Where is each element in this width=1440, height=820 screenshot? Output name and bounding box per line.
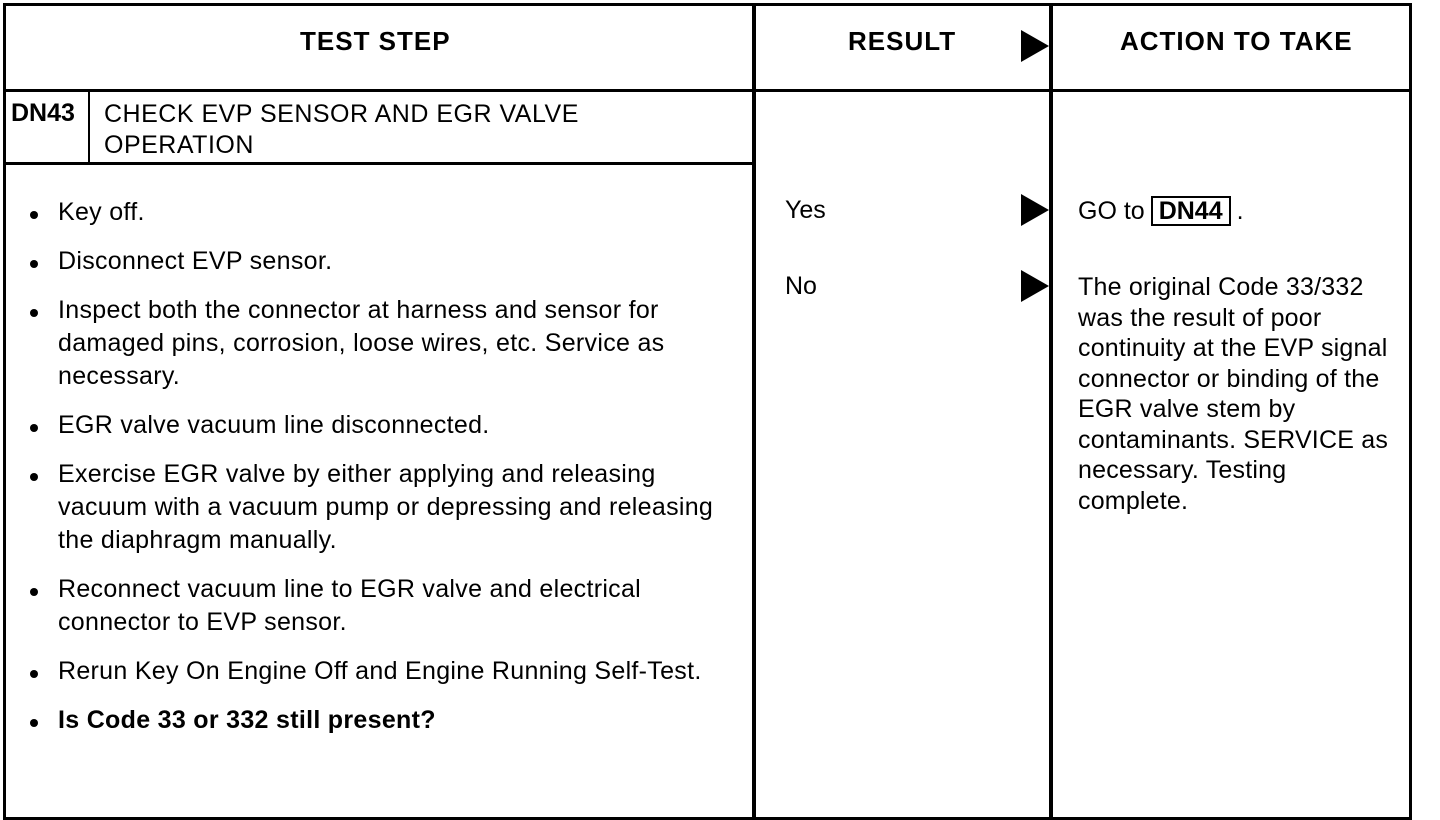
- instruction-item: Disconnect EVP sensor.: [28, 245, 728, 278]
- step-title-divider: [3, 162, 755, 165]
- instruction-item: Exercise EGR valve by either applying and releasing vacuum with a vacuum pump or depressing and releasing the diaphragm manually.: [28, 458, 728, 557]
- instruction-question: Is Code 33 or 332 still present?: [28, 704, 728, 737]
- action-no: The original Code 33/332 was the result of poor continuity at the EVP signal connector or binding of the EGR valve stem by contaminants. SERVICE as necessary. Testing complete.: [1078, 273, 1389, 515]
- result-no: No: [785, 272, 817, 300]
- result-yes: Yes: [785, 196, 826, 224]
- instruction-item: Key off.: [28, 196, 728, 229]
- step-title: [104, 99, 579, 161]
- column-divider-test-result: [752, 3, 756, 817]
- instruction-item: Rerun Key On Engine Off and Engine Running Self-Test.: [28, 655, 728, 688]
- step-reference-dn44[interactable]: DN44: [1151, 196, 1231, 226]
- step-id: DN43: [11, 99, 75, 127]
- action-yes: [1078, 196, 1244, 226]
- action-yes-suffix: .: [1236, 197, 1244, 225]
- header-test-step: TEST STEP: [300, 26, 451, 56]
- step-id-divider: [88, 92, 90, 163]
- header-action: ACTION TO TAKE: [1120, 26, 1353, 56]
- action-yes-prefix: GO to: [1078, 197, 1145, 225]
- header-arrow-icon: [1021, 30, 1049, 62]
- instruction-item: EGR valve vacuum line disconnected.: [28, 409, 728, 442]
- instruction-item: Inspect both the connector at harness and sensor for damaged pins, corrosion, loose wires, etc. Service as necessary.: [28, 294, 728, 393]
- instruction-list: [28, 196, 728, 753]
- column-divider-result-action: [1049, 3, 1053, 817]
- step-title-line2: OPERATION: [104, 131, 254, 159]
- result-yes-arrow-icon: [1021, 194, 1049, 226]
- step-title-line1: CHECK EVP SENSOR AND EGR VALVE: [104, 100, 579, 128]
- header-result: RESULT: [848, 26, 957, 56]
- result-no-arrow-icon: [1021, 270, 1049, 302]
- header-divider: [3, 89, 1409, 92]
- instruction-item: Reconnect vacuum line to EGR valve and electrical connector to EVP sensor.: [28, 573, 728, 639]
